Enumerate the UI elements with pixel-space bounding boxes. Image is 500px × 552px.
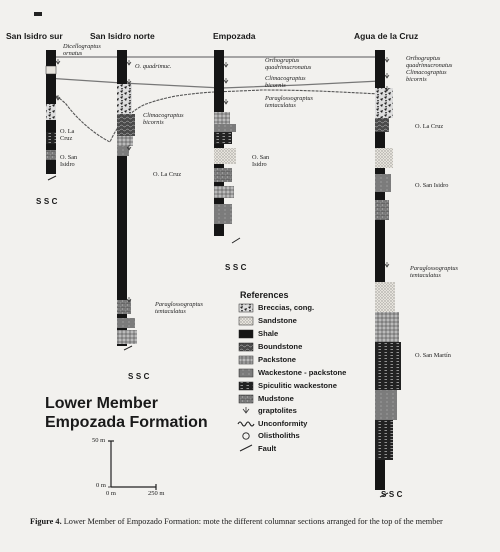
ssc-san-isidro-norte: SSC <box>128 372 152 381</box>
ref-wackestone-packstone: Wackestone - packstone <box>258 368 347 377</box>
label-o-san-martin: O. San Martín <box>415 352 451 359</box>
label-orthograptus-4: Orthograptus <box>406 55 441 62</box>
column-agua-de-la-cruz <box>375 50 401 497</box>
label-paraglossograptus-4: Paraglossograptus <box>410 265 458 272</box>
caption-text: Lower Member of Empozado Formation: mote the different columnar sections arranged for the top of the member <box>61 517 443 526</box>
ref-spiculitic-wackestone: Spiculitic wackestone <box>258 381 337 390</box>
label-tentaculatus-3: tentaculatus <box>265 102 296 109</box>
correlation-lines <box>46 57 380 88</box>
label-o-la: O. La <box>60 128 75 135</box>
section-title-agua-de-la-cruz: Agua de la Cruz <box>354 31 419 41</box>
section-title-san-isidro-norte: San Isidro norte <box>90 31 155 41</box>
label-tentaculatus-2: tentaculatus <box>155 308 186 315</box>
references-title: References <box>240 290 289 300</box>
title-line-1: Lower Member <box>45 395 158 412</box>
ssc-empozada: SSC <box>225 263 249 272</box>
ref-shale: Shale <box>258 329 279 338</box>
label-quadrimucronatus-3: quadrimucronatus <box>265 64 312 71</box>
ref-breccias: Breccias, cong. <box>258 303 315 312</box>
scale-vertical-bottom: 0 m <box>96 482 106 489</box>
label-bicornis-4: bicornis <box>406 76 427 83</box>
ref-unconformity: Unconformity <box>258 419 308 428</box>
section-title-san-isidro-sur: San Isidro sur <box>6 31 63 41</box>
title-line-2: Empozada Formation <box>45 414 208 431</box>
label-o-la-cruz-2: O. La Cruz <box>153 171 182 178</box>
label-isidro-3: Isidro <box>252 161 267 168</box>
column-san-isidro-sur <box>46 50 56 180</box>
label-o-san-isidro-4: O. San Isidro <box>415 182 449 189</box>
scale-horizontal-right: 250 m <box>148 490 165 497</box>
label-ornatus: ornatus <box>63 50 83 57</box>
ssc-agua-de-la-cruz: SSC <box>381 490 405 499</box>
ref-boundstone: Boundstone <box>258 342 303 351</box>
label-cruz: Cruz <box>60 135 73 142</box>
ref-fault: Fault <box>258 444 277 453</box>
label-o-san: O. San <box>60 154 78 161</box>
ref-mudstone: Mudstone <box>258 394 294 403</box>
ref-olistholiths: Olistholiths <box>258 431 300 440</box>
label-dicellograptus: Dicellograptus <box>63 43 101 50</box>
caption-label: Figure 4. <box>30 517 62 526</box>
legend-swatches <box>238 304 254 451</box>
label-bicornis-2: bicornis <box>143 119 164 126</box>
label-paraglossograptus-2: Paraglossograptus <box>155 301 203 308</box>
ref-sandstone: Sandstone <box>258 316 297 325</box>
label-paraglossograptus-3: Paraglossograptus <box>265 95 313 102</box>
column-empozada <box>214 50 240 243</box>
label-orthograptus-3: Orthograptus <box>265 57 300 64</box>
label-o-san-3: O. San <box>252 154 270 161</box>
ref-graptolites: graptolites <box>258 406 297 415</box>
ref-packstone: Packstone <box>258 355 296 364</box>
ssc-san-isidro-sur: SSC <box>36 197 60 206</box>
section-title-empozada: Empozada <box>213 31 256 41</box>
corner-mark <box>34 12 42 16</box>
scale-bar <box>108 441 156 490</box>
label-climacograptus-2: Climacograptus <box>143 112 184 119</box>
figure-caption <box>30 517 485 527</box>
label-bicornis-3: bicornis <box>265 82 286 89</box>
label-isidro: Isidro <box>60 161 75 168</box>
label-climacograptus-4: Climacograptus <box>406 69 447 76</box>
label-tentaculatus-4: tentaculatus <box>410 272 441 279</box>
column-san-isidro-norte <box>117 50 137 350</box>
label-o-quadrimuc: O. quadrimuc. <box>135 63 172 70</box>
label-climacograptus-3: Climacograptus <box>265 75 306 82</box>
scale-horizontal-left: 0 m <box>106 490 116 497</box>
label-o-la-cruz-4: O. La Cruz <box>415 123 444 130</box>
scale-vertical-top: 50 m <box>92 437 106 444</box>
label-quadrimucronatus-4: quadrimucronatus <box>406 62 453 69</box>
